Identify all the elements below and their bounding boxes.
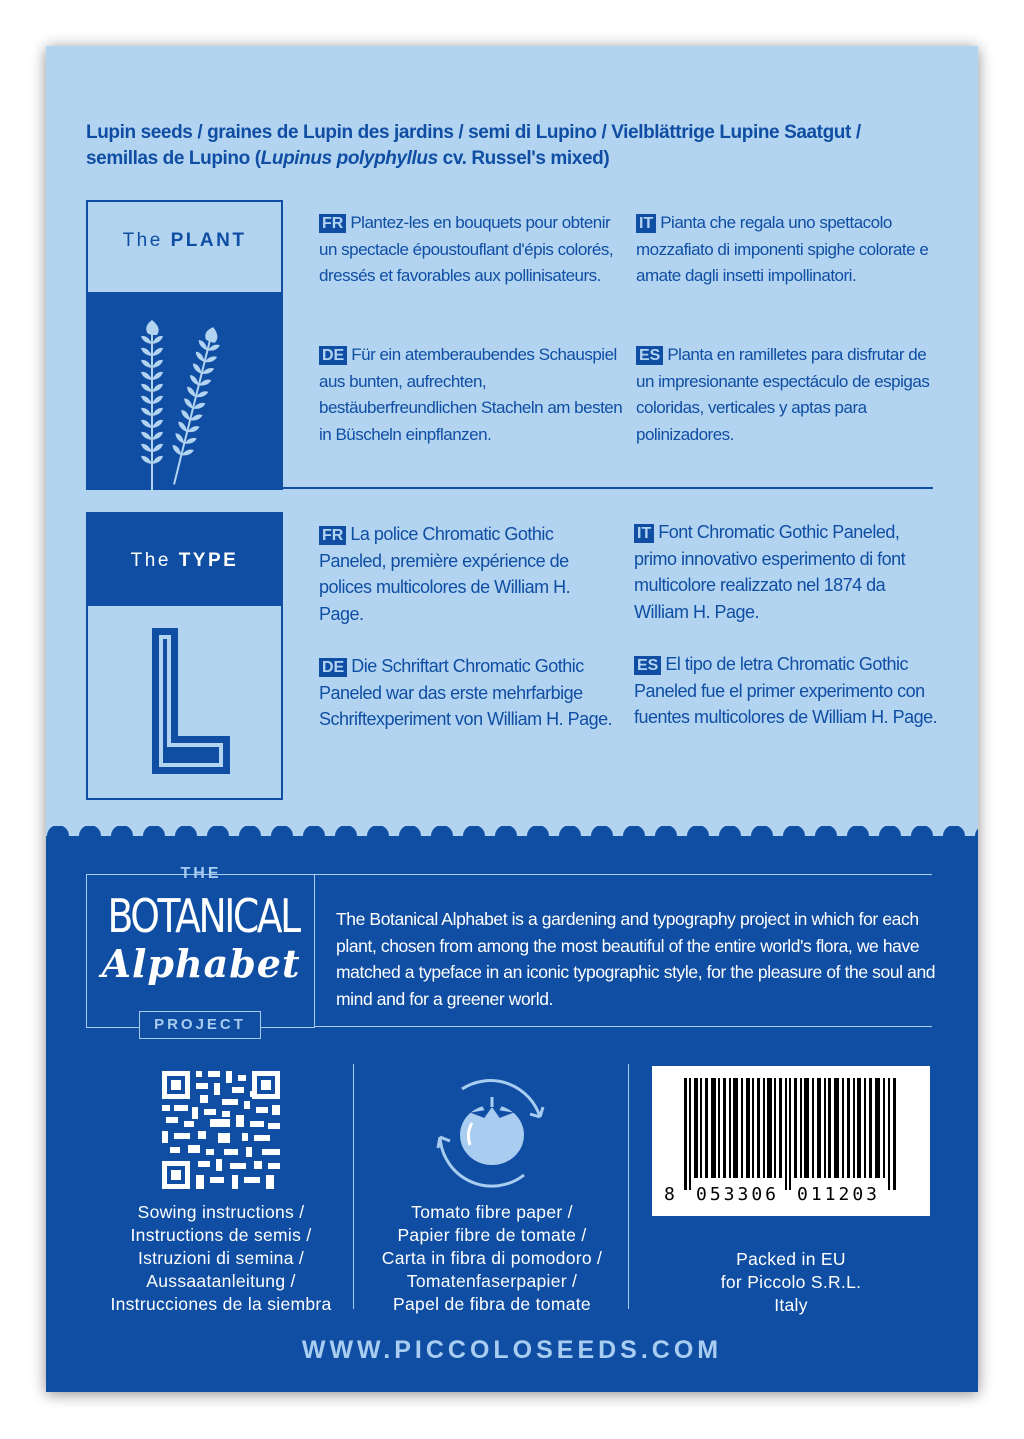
type-text-it: IT Font Chromatic Gothic Paneled, primo innovativo esperimento di font multicolore realizzato nel 1874 da William H. Page. — [634, 522, 906, 622]
barcode-icon — [652, 1066, 930, 1216]
sowing-text: Sowing instructions / Instructions de semis / Istruzioni di semina / Aussaatanleitung / Instrucciones de la siembra — [110, 1202, 332, 1314]
plant-text-it: IT Pianta che regala uno spettacolo mozzafiato di imponenti spighe colorate e amate dagli insetti impollinatori. — [636, 213, 929, 285]
lang-tag-es: ES — [636, 346, 663, 365]
lang-tag-fr: FR — [319, 526, 346, 545]
about-top-line — [314, 874, 932, 875]
about-text: The Botanical Alphabet is a gardening and typography project in which for each plant, chosen from among the most beautiful of the entire world's flora, we have matched a typeface in an iconic typographic style, for the pleasure of the soul and mind and for a greener world. — [336, 909, 936, 1009]
plant-illustration-panel — [88, 292, 281, 490]
packed-text: Packed in EU for Piccolo S.R.L. Italy — [720, 1249, 862, 1315]
type-text-es: ES El tipo de letra Chromatic Gothic Paneled fue el primer experimento con fuentes multicolores de William H. Page. — [634, 654, 938, 727]
type-text-de: DE Die Schriftart Chromatic Gothic Paneled war das erste mehrfarbige Schriftexperiment von William H. Page. — [319, 656, 613, 729]
lang-tag-fr: FR — [319, 214, 346, 233]
about-bottom-line — [314, 1026, 932, 1027]
lupin-flower-icon — [88, 292, 281, 490]
type-label: The TYPE — [130, 550, 239, 571]
seed-packet-back — [46, 46, 978, 1392]
lang-tag-es: ES — [634, 656, 661, 675]
barcode-digits-right: 011203 — [797, 1184, 881, 1205]
title-line-1: Lupin seeds / graines de Lupin des jardins / semi di Lupino / Vielblättrige Lupine Saatgut / — [86, 122, 861, 143]
column-divider-1 — [353, 1064, 354, 1309]
logo-the: THE — [180, 865, 222, 882]
lang-tag-de: DE — [319, 346, 347, 365]
footer-panel — [46, 836, 978, 1392]
logo-right-border — [314, 874, 315, 1026]
logo-alphabet: Alphabet — [101, 941, 301, 986]
plant-box — [86, 200, 283, 490]
lang-tag-it: IT — [636, 214, 656, 233]
tomato-recycle-icon — [428, 1071, 558, 1196]
botanical-alphabet-logo — [86, 865, 315, 1033]
type-label-panel — [88, 514, 281, 606]
lang-tag-it: IT — [634, 524, 654, 543]
barcode-digit-first: 8 — [664, 1184, 675, 1205]
plant-text-es: ES Planta en ramilletes para disfrutar de un impresionante espectáculo de espigas coloridas, verticales y aptas para polinizadores. — [636, 345, 930, 444]
logo-project-frame — [139, 1011, 261, 1039]
scalloped-edge — [46, 826, 978, 846]
product-title — [86, 120, 966, 172]
paper-text: Tomato fibre paper / Papier fibre de tomate / Carta in fibra di pomodoro / Tomatenfaserpapier / Papel de fibra de tomate — [381, 1202, 603, 1314]
plant-text-de: DE Für ein atemberaubendes Schauspiel aus bunten, aufrechten, bestäuberfreundlichen Stacheln am besten in Büscheln einpflanzen. — [319, 345, 623, 444]
qr-code-icon — [162, 1071, 280, 1194]
letter-l-icon — [150, 626, 232, 781]
type-text-fr: FR La police Chromatic Gothic Paneled, première expérience de polices multicolores de William H. Page. — [319, 524, 571, 624]
logo-botanical: BOTANICAL — [107, 889, 299, 943]
lang-tag-de: DE — [319, 658, 347, 677]
website-url[interactable]: WWW.PICCOLOSEEDS.COM — [301, 1336, 723, 1364]
plant-text-fr: FR Plantez-les en bouquets pour obtenir un spectacle époustouflant d'épis colorés, dressés et favorables aux pollinisateurs. — [319, 213, 614, 285]
plant-label: The PLANT — [122, 230, 247, 251]
section-divider — [283, 487, 933, 489]
column-divider-2 — [628, 1064, 629, 1309]
type-box — [86, 512, 283, 800]
logo-project: PROJECT — [154, 1016, 246, 1033]
barcode-digits-left: 053306 — [696, 1184, 780, 1205]
title-line-2: semillas de Lupino (Lupinus polyphyllus cv. Russel's mixed) — [86, 148, 610, 169]
